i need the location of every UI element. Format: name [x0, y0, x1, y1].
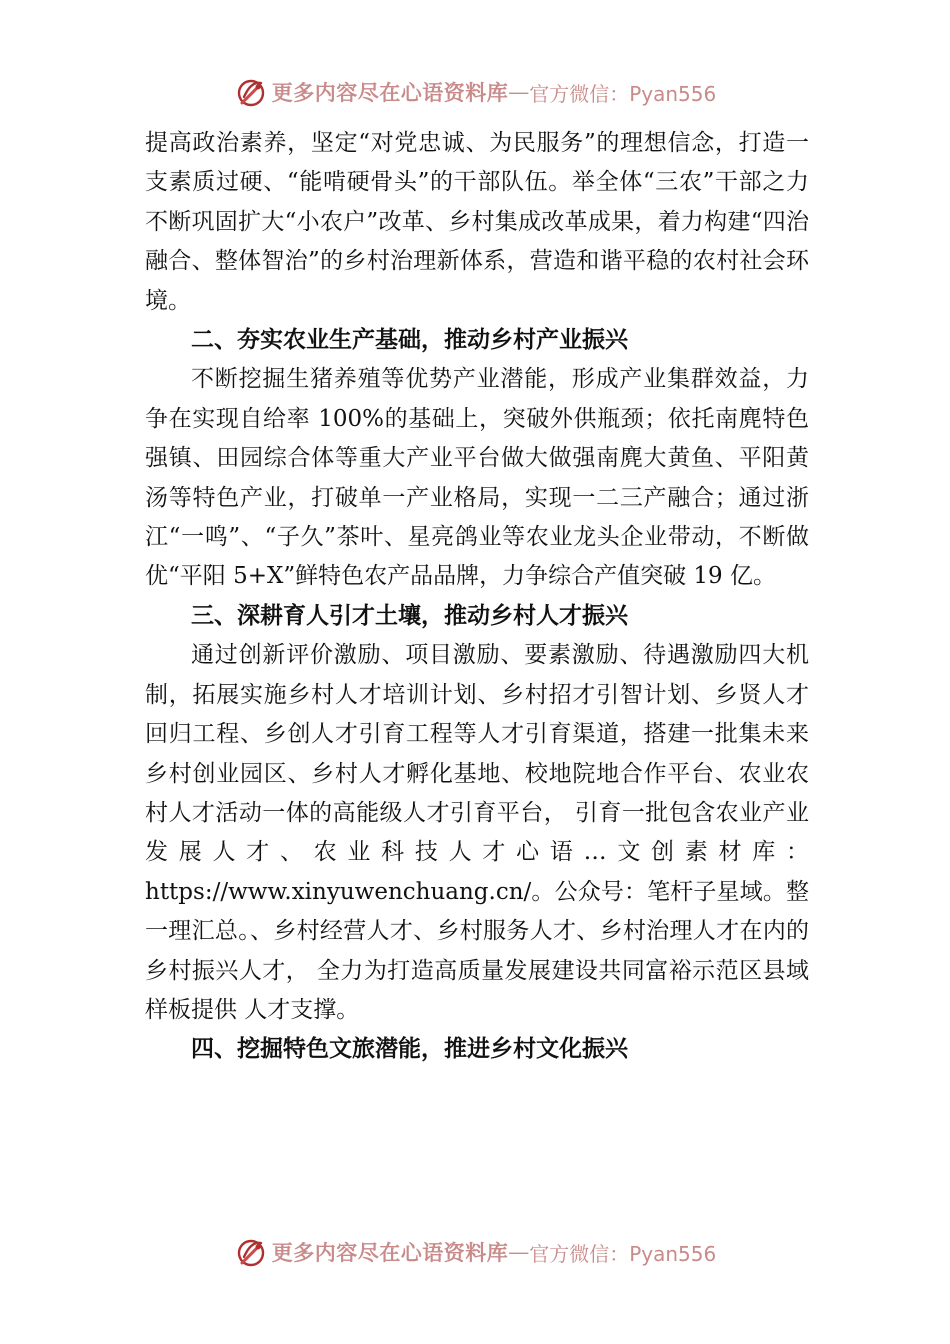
section-heading: 二、夯实农业生产基础，推动乡村产业振兴 [191, 327, 628, 354]
banner-wechat-text: 官方微信：Pyan556 [529, 81, 717, 106]
footer-watermark [0, 1232, 950, 1272]
banner-main-text: 更多内容尽在心语资料库 [271, 1240, 509, 1265]
header-watermark [0, 72, 950, 112]
section-heading: 四、挖掘特色文旅潜能，推进乡村文化振兴 [191, 1036, 628, 1063]
paragraph: 提高政治素养，坚定“对党忠诚、为民服务”的理想信念，打造一支素质过硬、“能啃硬骨头”的干部队伍。举全体“三农”干部之力不断巩固扩大“小农户”改革、乡村集成改革成果，着力构建“四治融合、整体智治”的乡村治理新体系，营造和谐平稳的农村社会环境。 [145, 130, 809, 314]
logo-icon [234, 75, 268, 109]
document-body [145, 124, 809, 1070]
banner-main-text: 更多内容尽在心语资料库 [271, 80, 509, 105]
paragraph: 不断挖掘生猪养殖等优势产业潜能，形成产业集群效益，力争在实现自给率 100%的基础上，突破外供瓶颈；依托南麂特色强镇、田园综合体等重大产业平台做大做强南麂大黄鱼、平阳黄汤等特色产业，打破单一产业格局，实现一二三产融合；通过浙江“一鸣”、“子久”茶叶、星亮鸽业等农业龙头企业带动，不断做优“平阳 5+X”鲜特色农产品品牌，力争综合产值突破 19 亿。 [145, 366, 809, 590]
logo-icon [234, 1235, 268, 1269]
section-heading: 三、深耕育人引才土壤，推动乡村人才振兴 [191, 602, 628, 629]
banner-separator: — [508, 1240, 530, 1264]
banner-wechat-text: 官方微信：Pyan556 [529, 1241, 717, 1266]
banner-separator: — [508, 80, 530, 104]
paragraph: 通过创新评价激励、项目激励、要素激励、待遇激励四大机制，拓展实施乡村人才培训计划、乡村招才引智计划、乡贤人才回归工程、乡创人才引育工程等人才引育渠道，搭建一批集未来乡村创业园区、乡村人才孵化基地、校地院地合作平台、农业农村人才活动一体的高能级人才引育平台， 引育一批包含农业产业发展人才、农业科技人才心语…文创素材库：https://www.xinyuwenchuang.cn/。公众号：笔杆子星域。整一理汇总。、乡村经营人才、乡村服务人才、乡村治理人才在内的乡村振兴人才， 全力为打造高质量发展建设共同富裕示范区县域样板提供 人才支撑。 [145, 642, 809, 1023]
